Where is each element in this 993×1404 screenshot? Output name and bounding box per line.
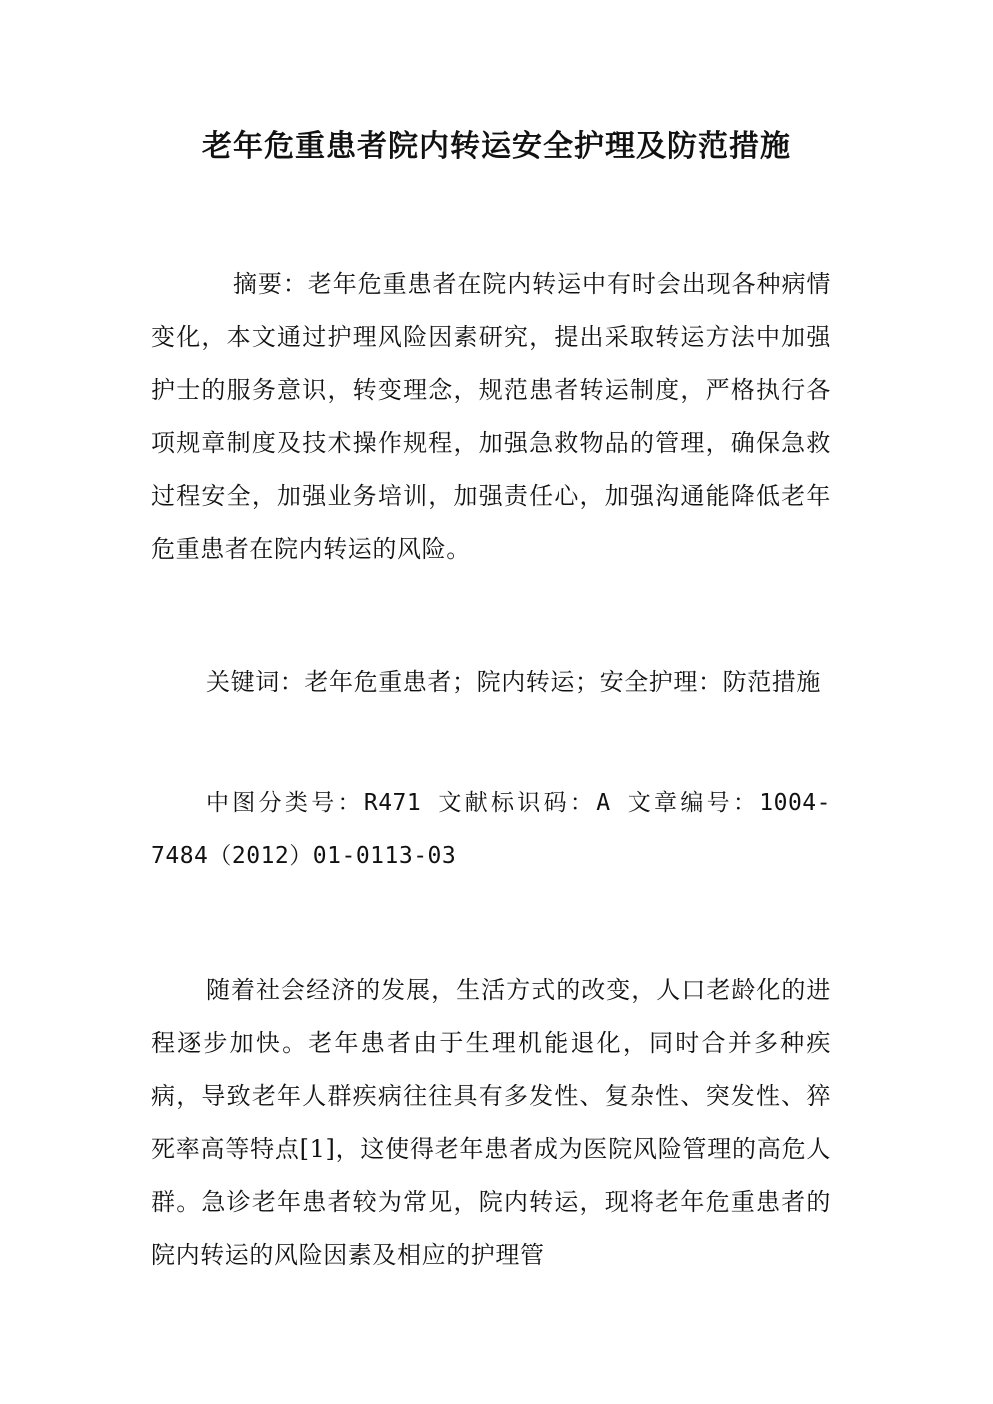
keywords-paragraph: 关键词：老年危重患者；院内转运；安全护理：防范措施 bbox=[206, 668, 821, 696]
classification-line: 中图分类号：R471 文献标识码：A 文章编号：1004-7484（2012）01-0113-03 bbox=[151, 790, 831, 869]
body-paragraph: 随着社会经济的发展，生活方式的改变，人口老龄化的进程逐步加快。老年患者由于生理机能退化，同时合并多种疾病，导致老年人群疾病往往具有多发性、复杂性、突发性、猝死率高等特点[1]，这使得老年患者成为医院风险管理的高危人群。急诊老年患者较为常见，院内转运，现将老年危重患者的院内转运的风险因素及相应的护理管 bbox=[151, 976, 831, 1269]
abstract-paragraph: 摘要：老年危重患者在院内转运中有时会出现各种病情变化，本文通过护理风险因素研究，提出采取转运方法中加强护士的服务意识，转变理念，规范患者转运制度，严格执行各项规章制度及技术操作规程，加强急救物品的管理，确保急救过程安全，加强业务培训，加强责任心，加强沟通能降低老年危重患者在院内转运的风险。 bbox=[151, 270, 831, 563]
document-title: 老年危重患者院内转运安全护理及防范措施 bbox=[202, 129, 791, 164]
